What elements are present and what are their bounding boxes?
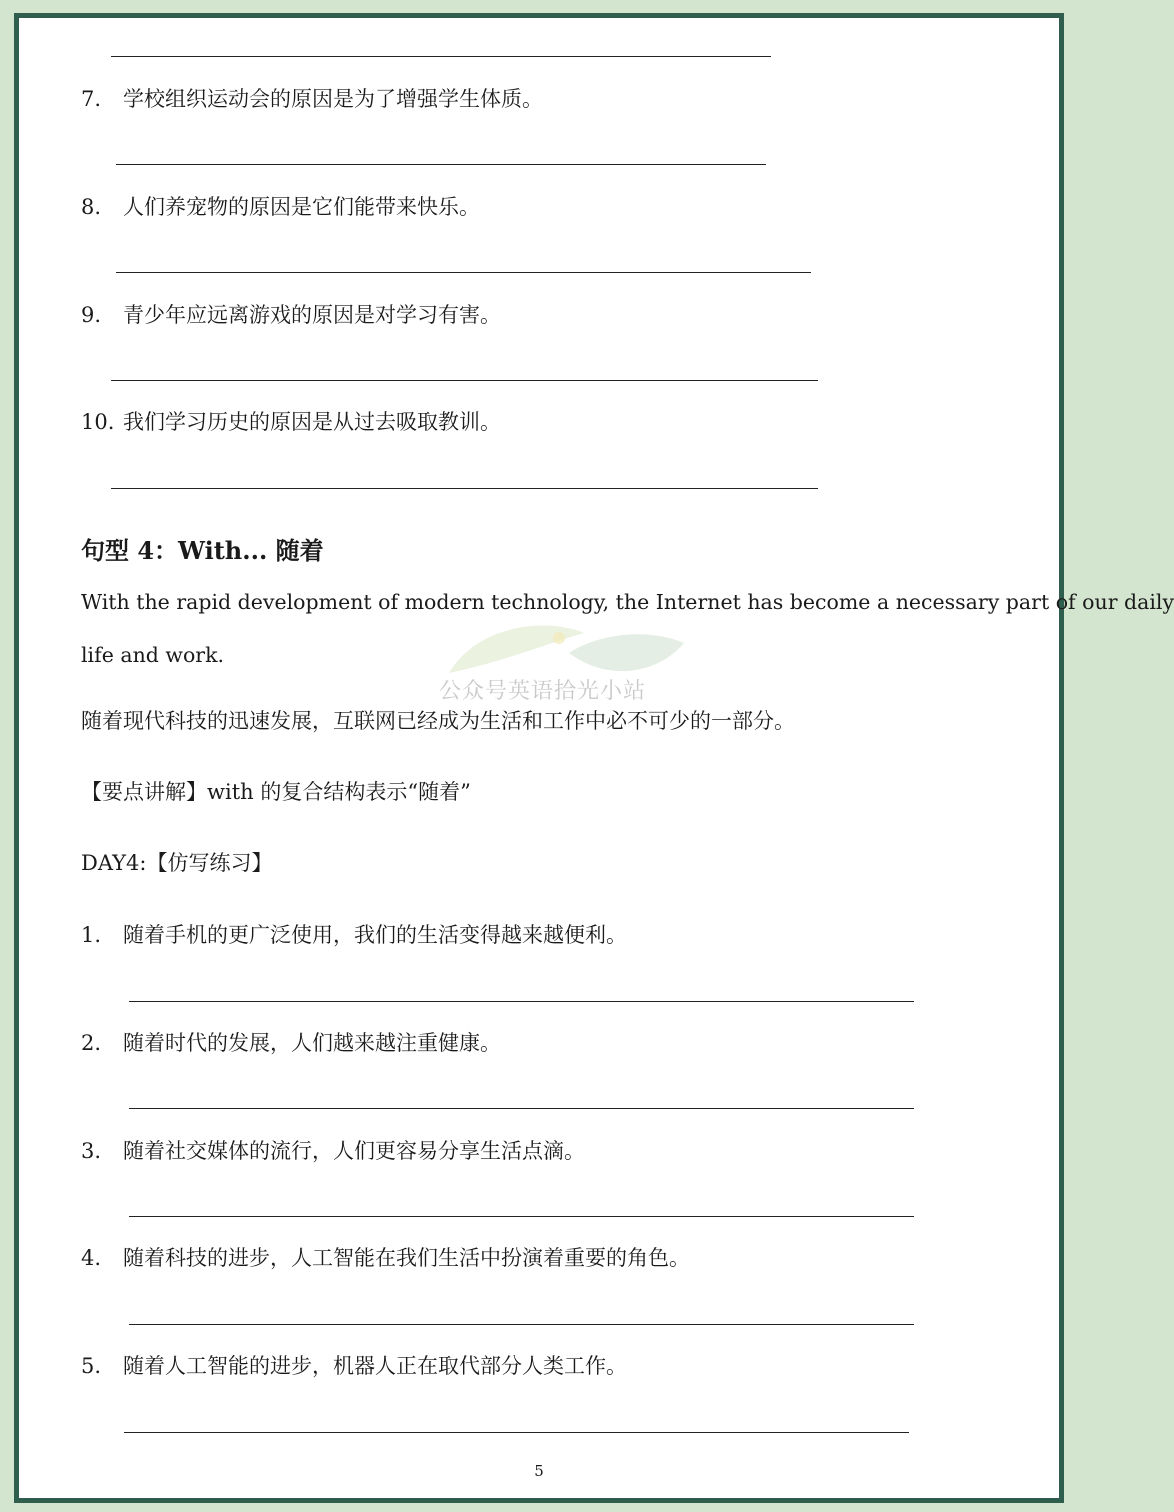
item-number: 1. xyxy=(81,923,102,947)
item-number: 3. xyxy=(81,1139,102,1163)
item-text: 随着人工智能的进步，机器人正在取代部分人类工作。 xyxy=(123,1354,627,1378)
item-number: 7. xyxy=(81,87,102,111)
item-text: 随着科技的进步，人工智能在我们生活中扮演着重要的角色。 xyxy=(123,1246,690,1270)
item-number: 2. xyxy=(81,1031,102,1055)
item-text: 我们学习历史的原因是从过去吸取教训。 xyxy=(123,410,501,434)
exercise-item-4 xyxy=(81,1243,690,1273)
item-text: 人们养宠物的原因是它们能带来快乐。 xyxy=(123,195,480,219)
page-number: 5 xyxy=(534,1462,544,1480)
item-number: 8. xyxy=(81,195,102,219)
answer-line[interactable] xyxy=(129,1324,914,1325)
item-text: 随着时代的发展，人们越来越注重健康。 xyxy=(123,1031,501,1055)
example-chinese: 随着现代科技的迅速发展，互联网已经成为生活和工作中必不可少的一部分。 xyxy=(81,709,795,733)
answer-line[interactable] xyxy=(111,56,771,57)
item-text: 随着手机的更广泛使用，我们的生活变得越来越便利。 xyxy=(123,923,627,947)
answer-line[interactable] xyxy=(116,272,811,273)
answer-line[interactable] xyxy=(129,1216,914,1217)
example-english-line1: With the rapid development of modern technology, the Internet has become a necessary part of our daily xyxy=(81,590,1174,614)
item-text: 青少年应远离游戏的原因是对学习有害。 xyxy=(123,303,501,327)
exercise-item-1 xyxy=(81,920,627,950)
exercise-item-7 xyxy=(81,84,543,114)
answer-line[interactable] xyxy=(111,380,818,381)
item-number: 4. xyxy=(81,1246,102,1270)
example-english-line2: life and work. xyxy=(81,643,225,667)
document-page xyxy=(19,18,1174,1498)
key-point: 【要点讲解】with 的复合结构表示“随着” xyxy=(81,780,471,804)
answer-line[interactable] xyxy=(124,1432,909,1433)
answer-line[interactable] xyxy=(129,1108,914,1109)
answer-line[interactable] xyxy=(129,1001,914,1002)
item-number: 10. xyxy=(81,410,115,434)
exercise-item-5 xyxy=(81,1351,627,1381)
answer-line[interactable] xyxy=(111,488,818,489)
page-frame xyxy=(14,13,1174,1503)
item-text: 学校组织运动会的原因是为了增强学生体质。 xyxy=(123,87,543,111)
section-heading: 句型 4：With... 随着 xyxy=(81,536,324,565)
exercise-item-2 xyxy=(81,1028,501,1058)
exercise-item-10 xyxy=(81,407,501,437)
item-text: 随着社交媒体的流行，人们更容易分享生活点滴。 xyxy=(123,1139,585,1163)
answer-line[interactable] xyxy=(116,164,766,165)
item-number: 5. xyxy=(81,1354,102,1378)
exercise-item-9 xyxy=(81,300,501,330)
item-number: 9. xyxy=(81,303,102,327)
exercise-item-3 xyxy=(81,1136,585,1166)
exercise-title: DAY4:【仿写练习】 xyxy=(81,851,273,875)
watermark-text: 公众号英语拾光小站 xyxy=(439,679,647,704)
exercise-item-8 xyxy=(81,192,480,222)
